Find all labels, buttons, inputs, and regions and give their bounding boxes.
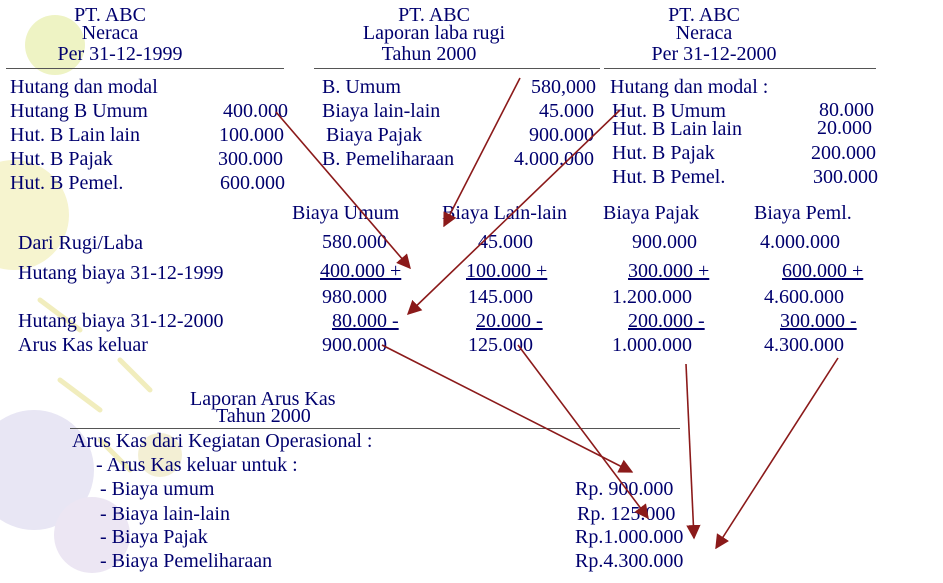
neraca-2000-row-value: 80.000 [819,99,874,121]
laba-rugi-row-label: Biaya lain-lain [322,100,441,122]
arrow [408,110,620,314]
laba-rugi-row-value: 580,000 [531,76,596,98]
neraca-2000-company: PT. ABC [668,4,740,26]
neraca-1999-date: Per 31-12-1999 [57,43,183,65]
neraca-1999-section: Hutang dan modal [10,76,158,98]
neraca-2000-row-label: Hut. B Pajak [612,142,715,164]
calc-label: Dari Rugi/Laba [18,232,143,254]
neraca-1999-row-label: Hut. B Pajak [10,148,113,170]
calc-cell-hutang-2000: 80.000 - [332,310,399,332]
calc-label: Hutang biaya 31-12-2000 [18,310,224,332]
laba-rugi-row-value: 45.000 [539,100,594,122]
calc-cell-hutang-1999: 100.000 + [466,260,548,282]
calc-cell-laba: 900.000 [632,231,697,253]
neraca-2000-date: Per 31-12-2000 [651,43,777,65]
arus-kas-section: Arus Kas dari Kegiatan Operasional : [72,430,373,452]
calc-column-header: Biaya Peml. [754,202,852,224]
neraca-1999-row-label: Hut. B Pemel. [10,172,124,194]
calc-column-header: Biaya Pajak [603,202,700,224]
arus-kas-item-label: - Biaya Pemeliharaan [100,550,273,572]
arrow [716,358,838,548]
calc-cell-hutang-2000: 20.000 - [476,310,543,332]
neraca-1999-title: Neraca [81,22,139,44]
arus-kas-item-label: - Biaya lain-lain [100,503,230,525]
calc-cell-hutang-2000: 300.000 - [780,310,857,332]
arus-kas-sub: - Arus Kas keluar untuk : [96,454,298,476]
calc-cell-result: 4.300.000 [764,334,844,356]
neraca-2000-title: Neraca [675,22,733,44]
laba-rugi-company: PT. ABC [398,4,470,26]
calc-cell-laba: 45.000 [478,231,533,253]
neraca-1999-company: PT. ABC [74,4,146,26]
calc-label: Hutang biaya 31-12-1999 [18,262,224,284]
arrow [276,112,410,268]
neraca-2000-row-label: Hut. B Umum [612,100,726,122]
arus-kas-item-value: Rp.1.000.000 [575,526,684,548]
neraca-1999-row-label: Hutang B Umum [10,100,148,122]
arus-kas-item-label: - Biaya Pajak [100,526,208,548]
arrow [686,364,694,538]
neraca-1999-row-value: 300.000 [218,148,283,170]
calc-cell-laba: 580.000 [322,231,387,253]
laba-rugi-title: Laporan laba rugi [362,22,506,44]
arus-kas-year: Tahun 2000 [216,405,311,427]
arus-kas-item-value: Rp.4.300.000 [575,550,684,572]
arrow [518,345,648,518]
neraca-1999-row-value: 100.000 [219,124,284,146]
laba-rugi-row-value: 4.000.000 [514,148,594,170]
calc-cell-hutang-2000: 200.000 - [628,310,705,332]
calc-cell-result: 900.000 [322,334,387,356]
calc-cell-result: 125.000 [468,334,533,356]
neraca-2000-section: Hutang dan modal : [610,76,769,98]
laba-rugi-year: Tahun 2000 [381,43,477,65]
arrow [382,345,632,472]
neraca-2000-row-label: Hut. B Lain lain [612,118,742,140]
arrow [444,78,520,226]
neraca-2000-row-value: 300.000 [813,166,878,188]
laba-rugi-row-label: Biaya Pajak [326,124,423,146]
laba-rugi-row-label: B. Pemeliharaan [322,148,455,170]
neraca-2000-row-value: 20.000 [817,117,872,139]
calc-cell-hutang-1999: 300.000 + [628,260,710,282]
calc-cell-hutang-1999: 600.000 + [782,260,864,282]
laba-rugi-row-label: B. Umum [322,76,401,98]
calc-cell-hutang-1999: 400.000 + [320,260,402,282]
calc-column-header: Biaya Lain-lain [442,202,567,224]
neraca-1999-row-value: 400.000 [223,100,288,122]
calc-cell-sum: 980.000 [322,286,387,308]
neraca-2000-row-label: Hut. B Pemel. [612,166,726,188]
calc-column-header: Biaya Umum [292,202,400,224]
calc-cell-sum: 1.200.000 [612,286,692,308]
calc-cell-sum: 4.600.000 [764,286,844,308]
arus-kas-title: Laporan Arus Kas [190,388,336,410]
calc-cell-sum: 145.000 [468,286,533,308]
arus-kas-item-value: Rp. 900.000 [575,478,674,500]
laba-rugi-row-value: 900.000 [529,124,594,146]
calc-label: Arus Kas keluar [18,334,148,356]
neraca-1999-row-value: 600.000 [220,172,285,194]
arus-kas-item-label: - Biaya umum [100,478,215,500]
arus-kas-item-value: Rp. 125.000 [577,503,676,525]
neraca-1999-row-label: Hut. B Lain lain [10,124,140,146]
calc-cell-result: 1.000.000 [612,334,692,356]
neraca-2000-row-value: 200.000 [811,142,876,164]
calc-cell-laba: 4.000.000 [760,231,840,253]
